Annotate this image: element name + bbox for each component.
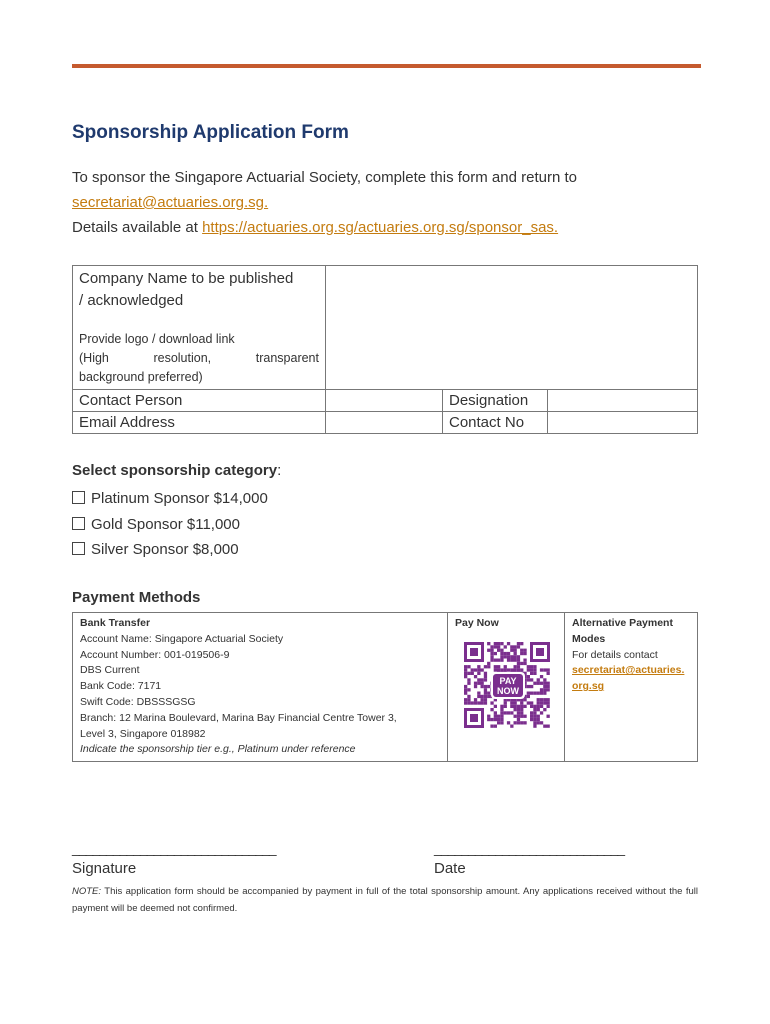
sponsor-info-table <box>72 265 698 434</box>
intro-text <box>72 165 712 240</box>
contact-no-input-cell[interactable] <box>548 412 698 434</box>
silver-option[interactable]: Silver Sponsor $8,000 <box>72 537 268 563</box>
company-label-cell <box>73 266 326 390</box>
bank-line: Branch: 12 Marina Boulevard, Marina Bay Financial Centre Tower 3, <box>80 711 397 724</box>
paynow-cell <box>448 613 565 762</box>
email-address-input-cell[interactable] <box>326 412 443 434</box>
alt-payment-text: For details contact <box>572 648 658 661</box>
designation-label: Designation <box>443 390 548 412</box>
gold-checkbox[interactable] <box>72 517 85 530</box>
company-name-input-cell[interactable] <box>326 266 698 390</box>
alt-email-link-line2[interactable]: org.sg <box>572 680 605 693</box>
details-prefix: Details available at <box>72 219 203 236</box>
contact-person-input-cell[interactable] <box>326 390 443 412</box>
alt-payment-heading-line1: Alternative Payment <box>572 617 673 629</box>
bank-line: Swift Code: DBSSSGSG <box>80 695 196 708</box>
alt-payment-cell <box>565 613 698 762</box>
bank-transfer-cell <box>73 613 448 762</box>
paynow-logo-text: NOW <box>497 685 519 696</box>
paynow-heading: Pay Now <box>455 617 499 629</box>
alt-email-link-line1[interactable]: secretariat@actuaries. <box>572 664 685 677</box>
qr-code-icon <box>464 642 550 728</box>
email-address-label: Email Address <box>73 412 326 434</box>
contact-no-label: Contact No <box>443 412 548 434</box>
payment-methods-table <box>72 612 698 762</box>
signature-label: Signature <box>72 860 137 877</box>
bank-line: Level 3, Singapore 018982 <box>80 727 206 740</box>
signature-line[interactable]: ______________________________ <box>72 840 276 856</box>
silver-checkbox[interactable] <box>72 542 85 555</box>
category-heading: Select sponsorship category: <box>72 462 282 479</box>
designation-input-cell[interactable] <box>548 390 698 412</box>
alt-payment-heading-line2: Modes <box>572 632 606 645</box>
gold-option[interactable]: Gold Sponsor $11,000 <box>72 512 268 538</box>
platinum-checkbox[interactable] <box>72 491 85 504</box>
bank-line: Account Number: 001-019506-9 <box>80 648 230 661</box>
top-accent-rule <box>72 64 701 68</box>
company-label-line1: Company Name to be published <box>79 270 294 287</box>
bank-reference-note: Indicate the sponsorship tier e.g., Platinum under reference <box>80 743 356 756</box>
paynow-logo-text: PAY <box>499 675 517 686</box>
logo-label-line2: (High resolution, transparent <box>79 351 319 365</box>
payment-methods-heading: Payment Methods <box>72 589 201 606</box>
bank-line: Account Name: Singapore Actuarial Society <box>80 632 284 645</box>
paynow-qr-code <box>464 642 550 728</box>
secretariat-email-link[interactable]: secretariat@actuaries.org.sg. <box>72 194 269 211</box>
contact-person-label: Contact Person <box>73 390 326 412</box>
category-options <box>72 486 268 563</box>
logo-label-line3: background preferred) <box>79 370 203 384</box>
bank-transfer-heading: Bank Transfer <box>80 617 151 629</box>
logo-label-line1: Provide logo / download link <box>79 332 235 346</box>
sponsor-details-link[interactable]: https://actuaries.org.sg/actuaries.org.sg/sponsor_sas. <box>202 219 559 236</box>
bank-line: DBS Current <box>80 664 140 677</box>
company-label-line2: / acknowledged <box>79 292 184 309</box>
date-label: Date <box>434 860 466 877</box>
intro-line: To sponsor the Singapore Actuarial Society, complete this form and return to <box>72 169 577 186</box>
bank-line: Bank Code: 7171 <box>80 680 162 693</box>
page-title: Sponsorship Application Form <box>72 122 349 143</box>
footer-note: NOTE: This application form should be accompanied by payment in full of the total sponsorship amount. Any applications received without the full payment will be deemed not confirmed. <box>72 886 698 914</box>
platinum-option[interactable]: Platinum Sponsor $14,000 <box>72 486 268 512</box>
date-line[interactable]: ____________________________ <box>434 840 625 856</box>
